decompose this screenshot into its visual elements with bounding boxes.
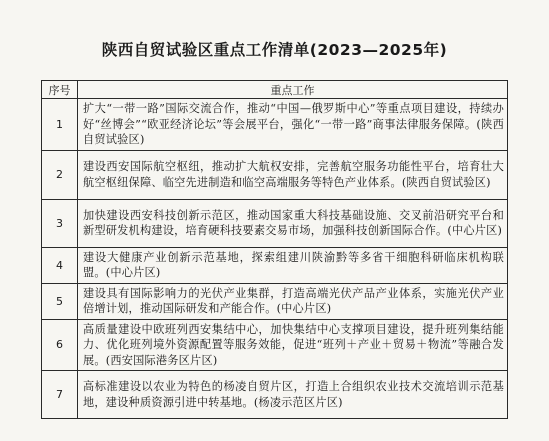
row-content: 建设大健康产业创新示范基地，探索组建川陕渝黔等多省干细胞科研临床机构联盟。(中心片区): [78, 247, 508, 283]
key-tasks-table: [41, 80, 508, 419]
table-row: [42, 283, 508, 319]
row-number: 4: [42, 247, 78, 283]
header-key-work: 重点工作: [78, 81, 508, 99]
row-number: 7: [42, 371, 78, 419]
table-row: [42, 99, 508, 151]
row-number: 3: [42, 199, 78, 247]
table-row: [42, 371, 508, 419]
table-row: [42, 199, 508, 247]
row-content: 建设西安国际航空枢纽，推动扩大航权安排，完善航空服务功能性平台，培育壮大航空枢纽保障、临空先进制造和临空高端服务等特色产业体系。(陕西自贸试验区): [78, 150, 508, 199]
row-number: 2: [42, 150, 78, 199]
table-row: [42, 150, 508, 199]
document-title: 陕西自贸试验区重点工作清单(2023—2025年): [101, 41, 448, 59]
row-content: 加快建设西安科技创新示范区，推动国家重大科技基础设施、交叉前沿研究平台和新型研发机构建设，培育硬科技要素交易市场，加强科技创新国际合作。(中心片区): [78, 199, 508, 247]
table-row: [42, 319, 508, 371]
row-content: 高标准建设以农业为特色的杨凌自贸片区，打造上合组织农业技术交流培训示范基地，建设种质资源引进中转基地。(杨凌示范区片区): [78, 371, 508, 419]
table-row: [42, 247, 508, 283]
row-content: 建设具有国际影响力的光伏产业集群，打造高端光伏产品产业体系，实施光伏产业倍增计划，推动国际研发和产能合作。(中心片区): [78, 283, 508, 319]
row-content: 高质量建设中欧班列西安集结中心，加快集结中心支撑项目建设，提升班列集结能力、优化班列境外资源配置等服务效能，促进“班列＋产业＋贸易＋物流”等融合发展。(西安国际港务区片区): [78, 319, 508, 371]
row-content: 扩大“一带一路”国际交流合作，推动“中国—俄罗斯中心”等重点项目建设，持续办好“丝博会”“欧亚经济论坛”等会展平台，强化“一带一路”商事法律服务保障。(陕西自贸试验区): [78, 99, 508, 151]
row-number: 6: [42, 319, 78, 371]
row-number: 1: [42, 99, 78, 151]
header-index: 序号: [42, 81, 78, 99]
table-header-row: [42, 81, 508, 99]
row-number: 5: [42, 283, 78, 319]
